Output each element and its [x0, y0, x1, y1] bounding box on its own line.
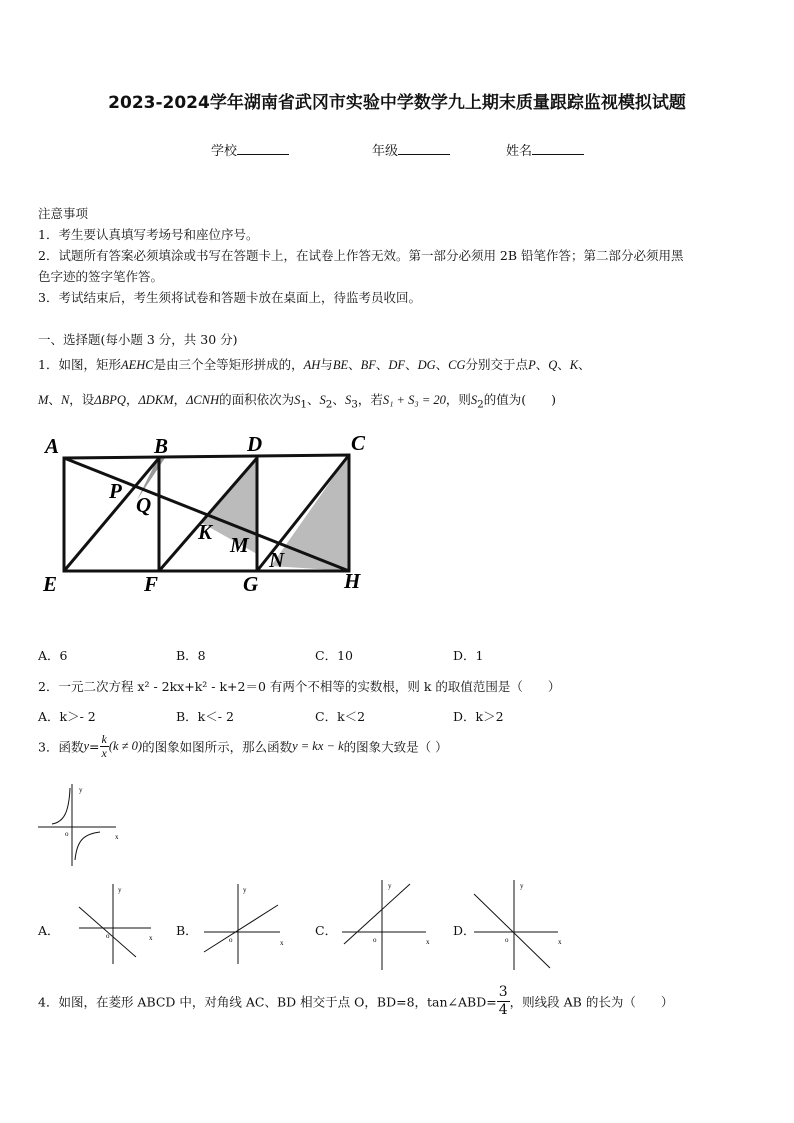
school-field[interactable]: 学校 — [211, 140, 289, 159]
question-4: 4．如图，在菱形 ABCD 中，对角线 AC、BD 相交于点 O，BD=8，tan∠ABD= $\frac{3}{4}$ ，则线段 AB 的长为（ ） — [38, 984, 674, 1018]
q2-option-b[interactable]: B．k＜- 2 — [176, 709, 234, 724]
q3-graph-d[interactable] — [470, 876, 566, 972]
svg-text:o: o — [229, 936, 233, 944]
question-1-line-1: 1．如图，矩形AEHC是由三个全等矩形拼成的，AH与BE、BF、DF、DG、CG分别交于点P、Q、K、 — [38, 357, 591, 372]
svg-text:y: y — [118, 886, 122, 894]
page-title: 2023-2024学年湖南省武冈市实验中学数学九上期末质量跟踪监视模拟试题 — [108, 93, 686, 113]
label-e: E — [43, 572, 58, 596]
label-p: P — [109, 479, 122, 503]
q1-option-d[interactable]: D．1 — [453, 648, 484, 663]
svg-text:x: x — [426, 938, 430, 946]
svg-text:o: o — [505, 936, 509, 944]
section-heading: 一、选择题(每小题 3 分，共 30 分) — [38, 332, 238, 347]
q3-graph-a[interactable] — [73, 880, 163, 966]
q3-option-a[interactable]: A． — [38, 923, 60, 938]
svg-text:y: y — [520, 882, 524, 890]
q1-option-a[interactable]: A．6 — [38, 648, 68, 663]
svg-text:o: o — [65, 830, 69, 838]
svg-text:y: y — [243, 886, 247, 894]
label-c: C — [351, 431, 366, 455]
label-k: K — [198, 520, 213, 544]
svg-text:x: x — [280, 939, 284, 947]
svg-text:y: y — [388, 882, 392, 890]
svg-text:o: o — [106, 932, 110, 940]
q3-graph-b[interactable] — [198, 880, 290, 966]
q2-option-c[interactable]: C．k＜2 — [315, 709, 366, 724]
q3-reference-graph — [36, 782, 126, 868]
label-n: N — [269, 548, 285, 572]
q1-option-c[interactable]: C．10 — [315, 648, 353, 663]
note-item: 1．考生要认真填写考场号和座位序号。 — [38, 227, 259, 242]
note-item: 色字迹的签字笔作答。 — [38, 269, 164, 284]
q2-option-a[interactable]: A．k＞- 2 — [38, 709, 96, 724]
q3-option-d[interactable]: D． — [453, 923, 476, 938]
q1-option-b[interactable]: B．8 — [176, 648, 206, 663]
svg-text:x: x — [115, 833, 119, 841]
svg-text:x: x — [558, 938, 562, 946]
label-m: M — [230, 533, 249, 557]
svg-text:y: y — [79, 786, 83, 794]
notes-heading: 注意事项 — [38, 206, 89, 221]
q3-graph-c[interactable] — [338, 876, 434, 972]
question-1-line-2: M、N，设ΔBPQ，ΔDKM，ΔCNH的面积依次为$S_1$、$S_2$、$S_3$，若S₁ + S₃ = 20，则$S_2$的值为( ) — [38, 392, 557, 411]
label-a: A — [45, 434, 60, 458]
label-g: G — [243, 572, 259, 596]
note-item: 3．考试结束后，考生须将试卷和答题卡放在桌面上，待监考员收回。 — [38, 290, 421, 305]
label-f: F — [144, 572, 159, 596]
question-3: 3．函数y= $\frac{k}{x}$ (k ≠ 0)的图象如图所示，那么函数y = kx − k的图象大致是（ ） — [38, 732, 448, 760]
svg-text:o: o — [373, 936, 377, 944]
label-h: H — [344, 569, 361, 593]
label-d: D — [247, 432, 263, 456]
q3-option-b[interactable]: B． — [176, 923, 198, 938]
question-2: 2．一元二次方程 x² - 2kx+k² - k+2＝0 有两个不相等的实数根，则 k 的取值范围是（ ） — [38, 679, 561, 694]
label-b: B — [154, 434, 169, 458]
label-q: Q — [136, 493, 152, 517]
q2-option-d[interactable]: D．k＞2 — [453, 709, 504, 724]
q3-option-c[interactable]: C． — [315, 923, 338, 938]
grade-field[interactable]: 年级 — [372, 140, 450, 159]
note-item: 2．试题所有答案必须填涂或书写在答题卡上，在试卷上作答无效。第一部分必须用 2B 铅笔作答；第二部分必须用黑 — [38, 248, 684, 263]
q1-figure — [38, 428, 378, 600]
name-field[interactable]: 姓名 — [506, 140, 584, 159]
svg-text:x: x — [149, 934, 153, 942]
